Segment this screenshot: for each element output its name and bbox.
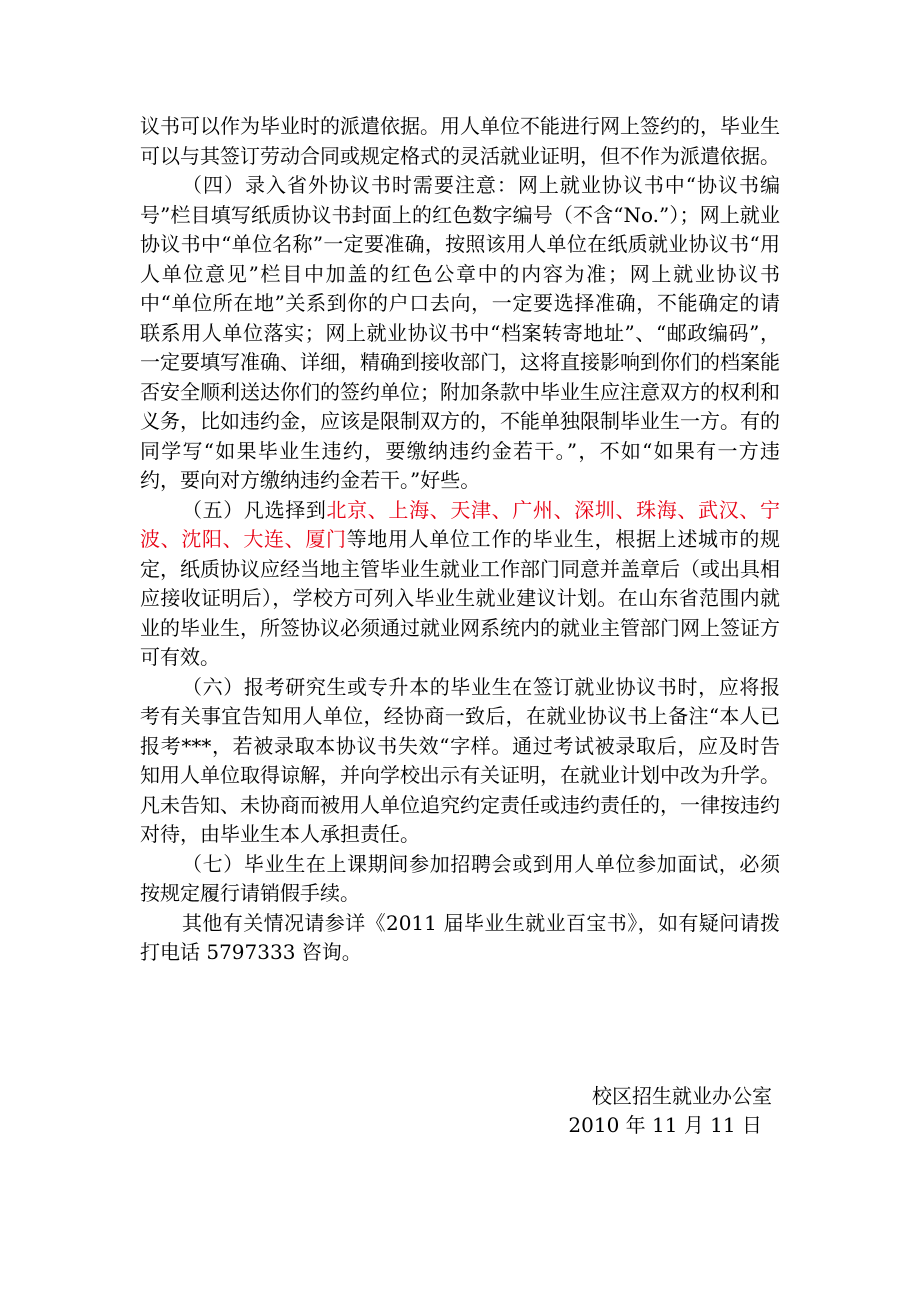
paragraph-five: [140, 496, 780, 673]
paragraph-continued: 议书可以作为毕业时的派遣依据。用人单位不能进行网上签约的，毕业生可以与其签订劳动合同或规定格式的灵活就业证明，但不作为派遣依据。: [140, 114, 780, 168]
signature-organization: 校区招生就业办公室: [592, 1084, 772, 1108]
paragraph-five-prefix: （五）凡选择到: [182, 497, 327, 522]
signature-date: 2010 年 11 月 11 日: [568, 1113, 762, 1137]
paragraph-other-info: 其他有关情况请参详《2011 届毕业生就业百宝书》，如有疑问请拨打电话 5797333 咨询。: [140, 910, 780, 964]
highlighted-city-list: 北京、上海、天津、广州、深圳、珠海、武汉、宁波、沈阳、大连、厦门: [140, 497, 780, 551]
paragraph-four: （四）录入省外协议书时需要注意：网上就业协议书中“协议书编号”栏目填写纸质协议书封面上的红色数字编号（不含“No.”）；网上就业协议书中“单位名称”一定要准确，按照该用人单位在纸质就业协议书“用人单位意见”栏目中加盖的红色公章中的内容为准；网上就业协议书中“单位所在地”关系到你的户口去向，一定要选择准确，不能确定的请联系用人单位落实；网上就业协议书中“档案转寄地址”、“邮政编码”，一定要填写准确、详细，精确到接收部门，这将直接影响到你们的档案能否安全顺利送达你们的签约单位；附加条款中毕业生应注意双方的权利和义务，比如违约金，应该是限制双方的，不能单独限制毕业生一方。有的同学写“如果毕业生违约，要缴纳违约金若干。”，不如“如果有一方违约，要向对方缴纳违约金若干。”好些。: [140, 173, 780, 492]
paragraph-five-suffix: 等地用人单位工作的毕业生，根据上述城市的规定，纸质协议应经当地主管毕业生就业工作部门同意并盖章后（或出具相应接收证明后），学校方可列入毕业生就业建议计划。在山东省范围内就业的毕业生，所签协议必须通过就业网系统内的就业主管部门网上签证方可有效。: [140, 527, 781, 669]
paragraph-seven: （七）毕业生在上课期间参加招聘会或到用人单位参加面试，必须按规定履行请销假手续。: [140, 851, 780, 905]
paragraph-six: （六）报考研究生或专升本的毕业生在签订就业协议书时，应将报考有关事宜告知用人单位，经协商一致后，在就业协议书上备注“本人已报考***，若被录取本协议书失效“字样。通过考试被录取后，应及时告知用人单位取得谅解，并向学校出示有关证明，在就业计划中改为升学。凡未告知、未协商而被用人单位追究约定责任或违约责任的，一律按违约对待，由毕业生本人承担责任。: [140, 674, 780, 846]
document-body: [140, 112, 780, 968]
